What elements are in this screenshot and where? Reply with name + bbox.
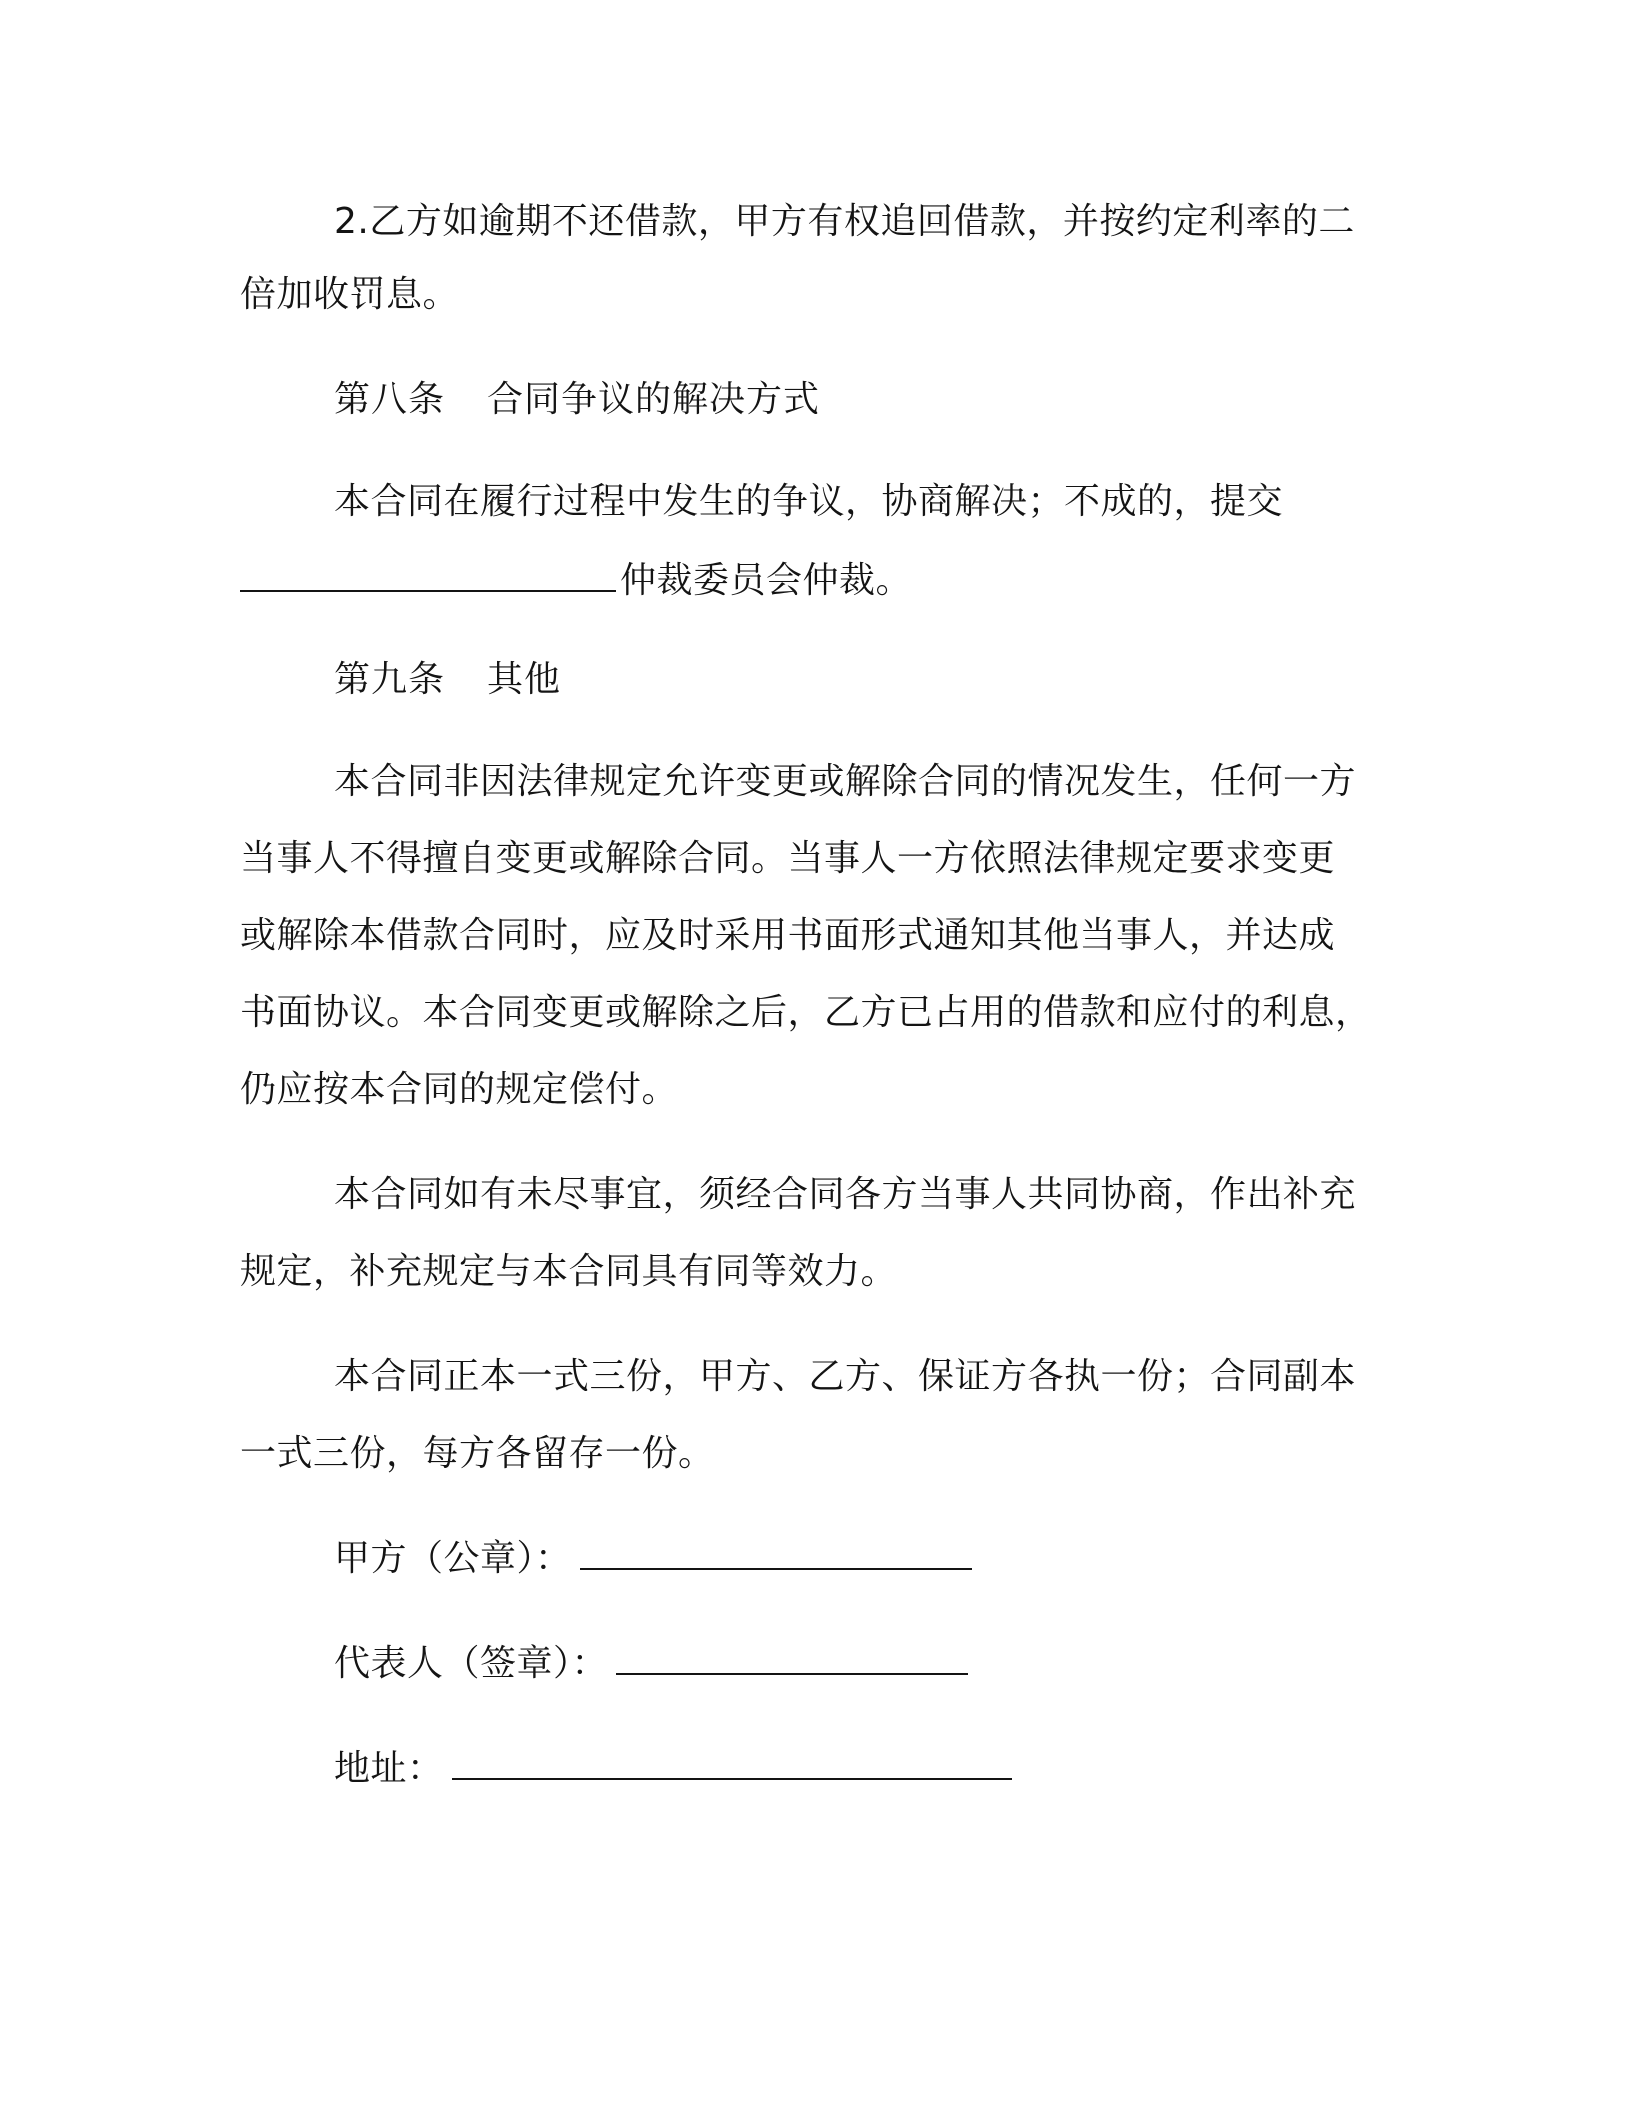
article-9-para-3-line-1: 本合同正本一式三份，甲方、乙方、保证方各执一份；合同副本 <box>334 1356 1357 1397</box>
article-9-para-2-line-2: 规定，补充规定与本合同具有同等效力。 <box>240 1251 898 1292</box>
arbitration-commission-blank <box>240 554 616 592</box>
representative-signature-line <box>334 1637 1404 1689</box>
article-9-number: 第九条 <box>334 659 446 700</box>
article-8-title: 合同争议的解决方式 <box>487 379 821 420</box>
party-a-seal-blank <box>580 1532 972 1570</box>
party-a-seal-label: 甲方（公章）： <box>334 1538 572 1579</box>
article-9-heading <box>334 655 1404 705</box>
article-9-para-3-line-2: 一式三份，每方各留存一份。 <box>240 1433 715 1474</box>
clause-7-item-2-line-1: 2.乙方如逾期不还借款，甲方有权追回借款，并按约定利率的二 <box>334 201 1355 242</box>
article-9-para-1-line-2: 当事人不得擅自变更或解除合同。当事人一方依照法律规定要求变更 <box>240 838 1336 879</box>
address-label: 地址： <box>334 1748 444 1789</box>
article-9-para-1-line-3: 或解除本借款合同时，应及时采用书面形式通知其他当事人，并达成 <box>240 915 1336 956</box>
address-line <box>334 1742 1404 1794</box>
article-9-para-1-line-5: 仍应按本合同的规定偿付。 <box>240 1069 679 1110</box>
article-8-heading <box>334 375 1404 425</box>
article-9-para-1-line-1: 本合同非因法律规定允许变更或解除合同的情况发生，任何一方 <box>334 761 1357 802</box>
article-9-title: 其他 <box>487 659 562 700</box>
clause-7-item-2-line-2: 倍加收罚息。 <box>240 274 460 315</box>
article-8-number: 第八条 <box>334 379 446 420</box>
article-9-para-1-line-4: 书面协议。本合同变更或解除之后，乙方已占用的借款和应付的利息， <box>240 992 1372 1033</box>
article-8-line-2 <box>240 554 1400 606</box>
representative-signature-label: 代表人（签章）： <box>334 1643 609 1684</box>
representative-signature-blank <box>616 1637 968 1675</box>
party-a-seal-line <box>334 1532 1404 1584</box>
article-9-para-2-line-1: 本合同如有未尽事宜，须经合同各方当事人共同协商，作出补充 <box>334 1174 1357 1215</box>
article-8-line-2-text: 仲裁委员会仲裁。 <box>620 560 913 601</box>
address-blank <box>452 1742 1012 1780</box>
article-8-line-1: 本合同在履行过程中发生的争议，协商解决；不成的，提交 <box>334 481 1284 522</box>
